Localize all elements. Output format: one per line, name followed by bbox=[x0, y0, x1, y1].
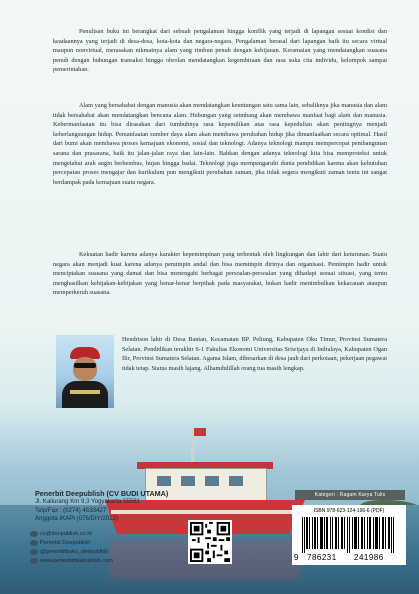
globe-icon bbox=[30, 558, 38, 564]
publisher-block bbox=[35, 489, 175, 524]
author-shirt bbox=[62, 381, 108, 408]
isbn-label: ISBN 978-623-124-196-6 (PDF) bbox=[313, 508, 385, 514]
contact-email-text: cs@deepublish.co.id bbox=[40, 531, 92, 537]
author-glasses bbox=[74, 363, 96, 368]
contact-website bbox=[30, 557, 180, 566]
author-photo bbox=[56, 335, 114, 408]
publisher-ikapi: Anggota IKAPI (076/DIY/2012) bbox=[35, 515, 118, 523]
boat-window bbox=[157, 476, 171, 486]
barcode-lead-digit: 9 bbox=[294, 553, 299, 562]
contact-facebook-text: Penerbit Deepublish bbox=[40, 540, 91, 546]
barcode-digits-left: 786231 bbox=[307, 553, 337, 562]
author-bio: Hendrison lahir di Desa Bantan, Kecamatan BP. Peliung, Kabupaten Oku Timur, Provinsi Sumatera Selatan. Pendidikan terakhir S-1 Fakultas Ekonomi Universitas Sriwijaya di Indralaya, Kabupaten Ogan Ilir, Provinsi Sumatera Selatan. Agama Islam, dibesarkan di desa jauh dari perkotaan, pekerjaan pegawai tidak tetap. Status masih lajang. Alhamdulillah orang tua masih lengkap. bbox=[122, 336, 387, 372]
boat-window bbox=[181, 476, 195, 486]
boat-flag bbox=[194, 428, 206, 436]
blurb-paragraph-2: Alam yang bersahabat dengan manusia akan mendatangkan keuntungan satu sama lain, sebaliknya jika manusia dan alam tidak bersahabat akan mendatangkan bencana alam. Hubungan yang seimbang akan membawa manfaat bagi alam dan manusia. Kebermanfaatan itu bisa dirasakan dari tumbuhnya rasa kepemilikan atas rasa kepedulian akan pentingnya menjadi keberlangsungan hidup. Pemanfaatan sumber daya alam akan membawa perubahan hidup jika dimanfaatkan secara optimal. Hasil dari bumi akan membawa proses kemajuan ekonomi, sosial dan teknologi. Adanya teknologi mampu mempercepat pembangunan sarana dan prasarana, baik itu jalan-jalan raya dan lain-lain. Bahkan dengan adanya teknologi kita bisa memproteksi untuk mengetahui arah angin berhembus, hujan hingga badai. Teknologi juga mempengaruhi dunia pendidikan karena akan kebutuhan percepatan proses mengajar dan kurikulum pun mengikuti perubahan zaman, jika tidak segera mengikuti zaman tentu ini sangat berdampak pada kemajuan suatu negara. bbox=[53, 102, 387, 186]
contact-facebook bbox=[30, 539, 180, 548]
barcode-bars bbox=[302, 517, 396, 553]
contact-website-text: www.penerbitdeepublish.com bbox=[40, 558, 113, 564]
qr-code-icon bbox=[190, 522, 230, 562]
email-icon bbox=[30, 531, 38, 537]
category-label: Kategori : Ragam Karya Tulis bbox=[295, 490, 405, 500]
instagram-icon bbox=[30, 549, 38, 555]
barcode-digits-right: 241986 bbox=[354, 553, 384, 562]
publisher-phone: Telp/Fax : (0274) 4533427 bbox=[35, 506, 107, 514]
publisher-name: Penerbit Deepublish (CV BUDI UTAMA) bbox=[35, 489, 169, 498]
boat-window bbox=[205, 476, 219, 486]
isbn-barcode bbox=[292, 505, 406, 565]
contact-instagram bbox=[30, 548, 180, 557]
facebook-icon bbox=[30, 540, 38, 546]
author-shirt-print bbox=[70, 390, 100, 394]
author-face bbox=[73, 357, 97, 381]
boat-window bbox=[229, 476, 243, 486]
blurb-paragraph-1: Penulisan buku ini berangkat dari sebuah pengalaman hingga konflik yang terjadi di lapangan sesuai kondisi dan keadaannya yang terjadi di desa-desa, kota-kota dan negara-negara. Pengalaman berasal dari lapangan baik itu secara virtual maupun nonvirtual, merasakan nikmatnya alam yang rimbun penuh dengan kehijauan. Keramaian yang mendatangkan suasana penuh dengan hubungan transaksi hingga obrolan mendatangkan kegembiraan dan rasa suka cita individu, kelompok sampai pemerintahan. bbox=[53, 28, 387, 74]
qr-code bbox=[188, 520, 232, 564]
publisher-address: Jl. Kaliurang Km 9,3 Yogyakarta 55581 bbox=[35, 498, 141, 505]
contact-email bbox=[30, 530, 180, 539]
blurb-paragraph-3: Kekuatan hadir karena adanya karakter kepemimpinan yang terbentuk oleh lingkungan dan lahir dari keturunan. Suatu negara akan menjadi kuat karena adanya pemimpin andal dan bisa memimpin dirinya dan organisasi. Pemimpin hadir untuk menciptakan suasana yang damai dan bisa menengahi berbagai persoalan-persoalan yang dihadapi sesuai situasi, yang tentu menghasilkan kebijakan-kebijakan yang benar-benar berpihak pada masyarakat, bukan hadir menimbulkan kekacauan ataupun memperkeruh suasana. bbox=[53, 251, 387, 297]
contact-instagram-text: @penerbitbuku_deepublish bbox=[40, 549, 109, 555]
